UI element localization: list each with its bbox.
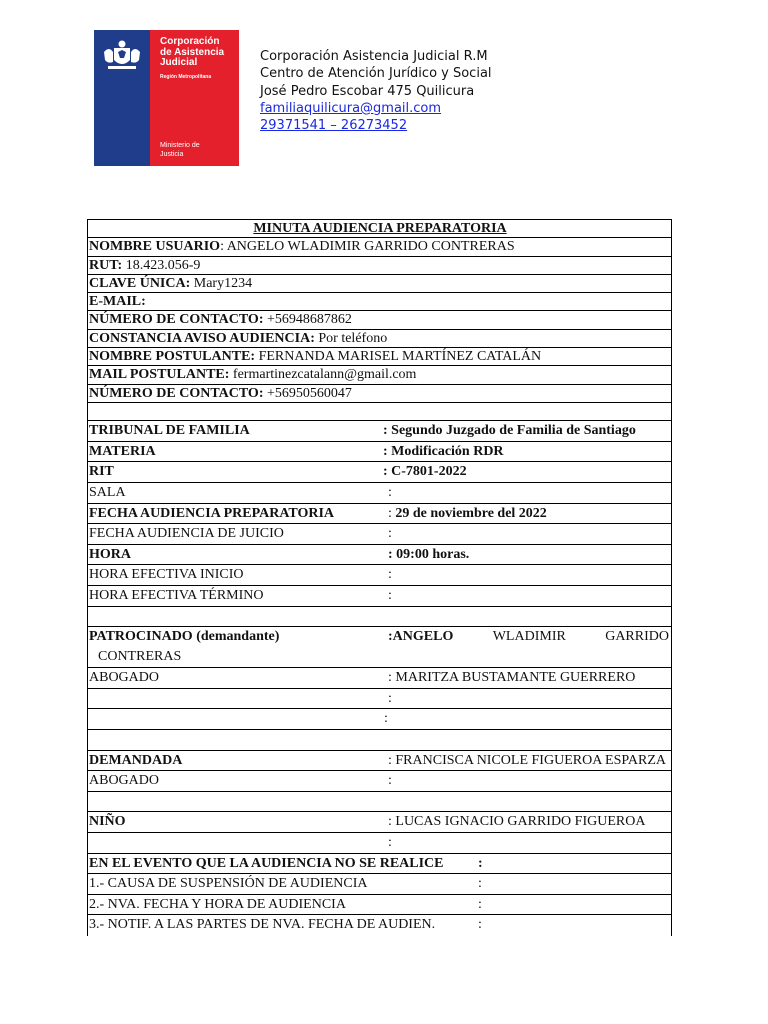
corporation-logo [94,30,239,166]
plaintiff-lawyer-row: ABOGADO : MARITZA BUSTAMANTE GUERRERO [88,668,671,689]
logo-org-name: Corporación de Asistencia Judicial [160,36,225,68]
minute-form [87,219,672,936]
letterhead [260,48,492,134]
suspension-cause-row: 1.- CAUSA DE SUSPENSIÓN DE AUDIENCIA : [88,874,671,895]
blank-row [88,607,671,628]
applicant-mail-row: MAIL POSTULANTE: fermartinezcatalann@gmail.com [88,366,671,384]
email-row: E-MAIL: [88,293,671,311]
applicant-name-row: NOMBRE POSTULANTE: FERNANDA MARISEL MARTÍNEZ CATALÁN [88,348,671,366]
blank-row [88,792,671,813]
letterhead-phone-link[interactable]: 29371541 – 26273452 [260,118,408,134]
applicant-contact-row: NÚMERO DE CONTACTO: +56950560047 [88,385,671,403]
trial-hearing-date-row: FECHA AUDIENCIA DE JUICIO : [88,524,671,545]
rit-row: RIT : C-7801-2022 [88,462,671,483]
rut-row: RUT: 18.423.056-9 [88,257,671,275]
blank-colon-row: : [88,689,671,710]
clave-unica-row: CLAVE ÚNICA: Mary1234 [88,275,671,293]
blank-colon-row: : [88,833,671,854]
hour-row: HORA : 09:00 horas. [88,545,671,566]
subject-row: MATERIA : Modificación RDR [88,442,671,463]
start-hour-row: HORA EFECTIVA INICIO : [88,565,671,586]
child-row: NIÑO : LUCAS IGNACIO GARRIDO FIGUEROA [88,812,671,833]
plaintiff-row: PATROCINADO (demandante) :ANGELO WLADIMIR GARRIDO CONTRERAS [88,627,671,668]
defendant-lawyer-row: ABOGADO : [88,771,671,792]
letterhead-org: Corporación Asistencia Judicial R.M [260,49,488,64]
hearing-notice-row: CONSTANCIA AVISO AUDIENCIA: Por teléfono [88,330,671,348]
blank-colon-row: : [88,709,671,730]
logo-region: Región Metropolitana [160,74,212,80]
court-row: TRIBUNAL DE FAMILIA : Segundo Juzgado de Familia de Santiago [88,421,671,442]
end-hour-row: HORA EFECTIVA TÉRMINO : [88,586,671,607]
new-date-row: 2.- NVA. FECHA Y HORA DE AUDIENCIA : [88,895,671,916]
defendant-row: DEMANDADA : FRANCISCA NICOLE FIGUEROA ESPARZA [88,751,671,772]
prep-hearing-date-row: FECHA AUDIENCIA PREPARATORIA : 29 de noviembre del 2022 [88,504,671,525]
letterhead-center: Centro de Atención Jurídico y Social [260,66,492,82]
coat-of-arms-icon [100,38,144,74]
contact-number-row: NÚMERO DE CONTACTO: +56948687862 [88,311,671,329]
logo-ministry: Ministerio de Justicia [160,142,200,158]
sala-row: SALA : [88,483,671,504]
letterhead-email-link[interactable]: familiaquilicura@gmail.com [260,100,442,116]
blank-row [88,730,671,751]
no-hearing-section-row: EN EL EVENTO QUE LA AUDIENCIA NO SE REALICE : [88,854,671,875]
notification-row: 3.- NOTIF. A LAS PARTES DE NVA. FECHA DE AUDIEN. : [89,917,482,933]
user-name-row: NOMBRE USUARIO: ANGELO WLADIMIR GARRIDO CONTRERAS [88,238,671,256]
letterhead-address: José Pedro Escobar 475 Quilicura [260,83,475,99]
logo-red-panel [150,30,239,166]
blank-row [88,403,671,421]
logo-blue-panel [94,30,150,166]
form-title: MINUTA AUDIENCIA PREPARATORIA [88,220,671,238]
